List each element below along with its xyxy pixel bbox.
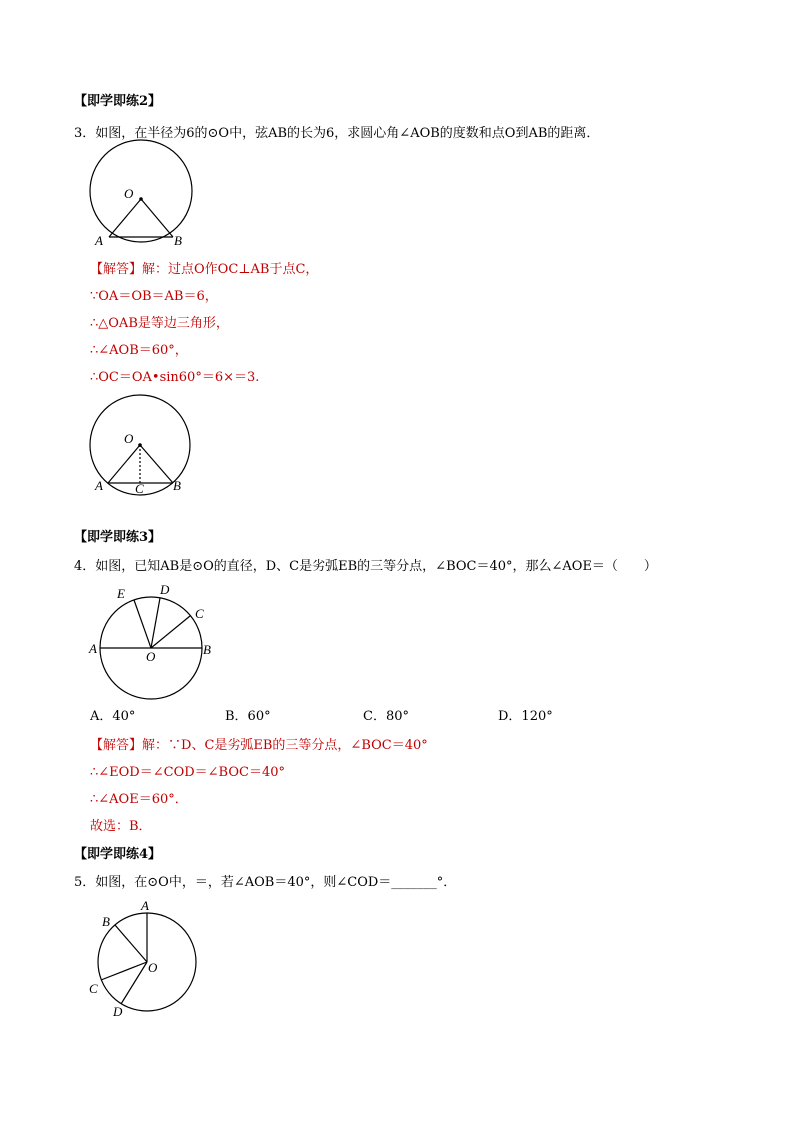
answer-line: ∴△OAB是等边三角形， [90,316,229,331]
question-4: 4．如图，已知AB是⊙O的直径，D、C是劣弧EB的三等分点，∠BOC＝40°，那么∠AOE＝（ ） [74,559,657,574]
answer-line: ∴∠EOD＝∠COD＝∠BOC＝40° [90,765,285,780]
label-a: A [95,478,103,493]
label-b: B [174,233,182,248]
label-o: O [146,649,156,664]
answer-line: 【解答】解：∵D、C是劣弧EB的三等分点，∠BOC＝40° [90,738,428,753]
option-c: C．80° [363,709,409,724]
answer-line: 故选：B． [90,819,152,834]
option-a: A．40° [90,709,136,724]
label-o: O [124,431,134,446]
label-o: O [148,960,158,975]
section-heading: 【即学即练2】 [74,94,162,109]
answer-line: 【解答】解：过点O作OC⊥AB于点C， [90,262,319,277]
answer-line: ∴∠AOE＝60°． [90,792,188,807]
answer-line: ∴OC＝OA•sin60°＝6×＝3. [90,370,260,385]
label-o: O [124,186,134,201]
label-e: E [117,586,125,601]
label-d: D [113,1004,123,1019]
answer-line: ∴∠AOB＝60°， [90,343,188,358]
label-b: B [173,478,181,493]
label-a: A [141,898,149,913]
option-d: D．120° [498,709,553,724]
answer-line: ∵OA＝OB＝AB＝6， [90,289,218,304]
label-c: C [195,606,204,621]
label-c: C [135,481,144,496]
label-b: B [203,642,211,657]
question-5: 5．如图，在⊙O中，＝，若∠AOB＝40°，则∠COD＝_______°． [74,875,457,890]
section-heading: 【即学即练4】 [74,847,162,862]
option-b: B．60° [225,709,271,724]
question-3: 3．如图，在半径为6的⊙O中，弦AB的长为6，求圆心角∠AOB的度数和点O到AB的距离． [74,126,600,141]
label-d: D [160,582,170,597]
label-a: A [95,233,103,248]
label-b: B [102,914,110,929]
label-a: A [89,641,97,656]
section-heading: 【即学即练3】 [74,530,162,545]
label-c: C [89,981,98,996]
